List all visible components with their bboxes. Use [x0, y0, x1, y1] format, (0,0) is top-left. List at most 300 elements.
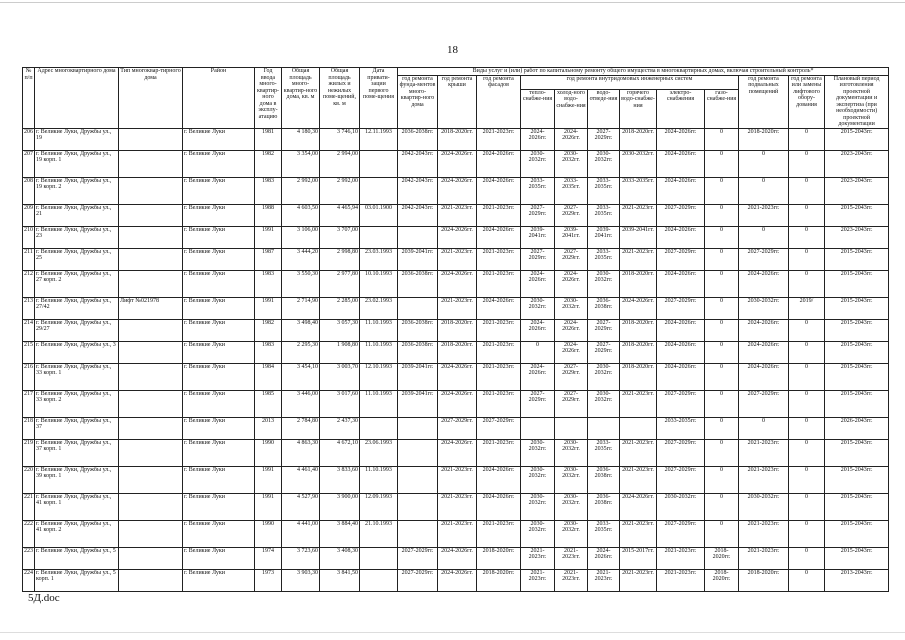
cell-plan-period: 2015-2043гг. [825, 439, 889, 466]
cell-sewer-year: 2033-2035гг. [588, 439, 620, 466]
cell-sewer-year: 2027-2029гг. [588, 128, 620, 150]
cell-sewer-year: 2033-2035гг. [588, 204, 620, 226]
cell-address: г. Великие Луки, Дружбы ул., 19 корп. 1 [35, 150, 119, 177]
cell-privatization-date: 12.11.1993 [360, 128, 398, 150]
cell-address: г. Великие Луки, Дружбы ул., 5 корп. 1 [35, 569, 119, 591]
cell-elevator-year: 0 [789, 270, 825, 297]
cell-house-type [119, 150, 183, 177]
cell-district: г. Великие Луки [183, 569, 255, 591]
cell-address: г. Великие Луки, Дружбы ул., 27 корп. 2 [35, 270, 119, 297]
cell-year-built: 1983 [255, 177, 282, 204]
cell-total-area: 4 527,90 [282, 493, 320, 520]
cell-hot-water-year: 2021-2023гг. [620, 439, 657, 466]
cell-total-area: 3 498,40 [282, 319, 320, 341]
cell-district: г. Великие Луки [183, 390, 255, 417]
cell-basement-year: 0 [739, 177, 789, 204]
cell-row-number: 219 [23, 439, 35, 466]
cell-plan-period: 2015-2043гг. [825, 248, 889, 270]
table-row [23, 270, 889, 297]
cell-plan-period: 2015-2043гг. [825, 128, 889, 150]
cell-row-number: 207 [23, 150, 35, 177]
cell-facade-year: 2024-2026гг. [477, 177, 521, 204]
cell-electric-year: 2027-2029гг. [657, 439, 705, 466]
col-district: Район [183, 68, 255, 129]
cell-roof-year: 2021-2023гг. [438, 204, 477, 226]
cell-district: г. Великие Луки [183, 493, 255, 520]
cell-plan-period: 2015-2043гг. [825, 270, 889, 297]
cell-elevator-year: 0 [789, 248, 825, 270]
cell-heat-year: 2024-2026гг. [521, 128, 555, 150]
cell-roof-year: 2021-2023гг. [438, 466, 477, 493]
col-sewer: водо-отведе-ния [588, 89, 620, 128]
cell-row-number: 222 [23, 520, 35, 547]
cell-facade-year: 2024-2026гг. [477, 150, 521, 177]
cell-gas-year: 0 [705, 439, 739, 466]
cell-hot-water-year: 2018-2020гг. [620, 128, 657, 150]
table-row [23, 341, 889, 363]
col-plan: Плановый период изготовления проектной документации и экспертиза (при необходимости) проектной документации [825, 75, 889, 128]
cell-address: г. Великие Луки, Дружбы ул., 37 корп. 1 [35, 439, 119, 466]
col-living-area: Общая площадь жилых и нежилых поме-щений, кв. м [320, 68, 360, 129]
cell-hot-water-year: 2021-2023гг. [620, 204, 657, 226]
cell-foundation-year: 2042-2043гг. [398, 177, 438, 204]
cell-district: г. Великие Луки [183, 520, 255, 547]
cell-plan-period: 2015-2043гг. [825, 547, 889, 569]
cell-foundation-year: 2039-2041гг. [398, 248, 438, 270]
cell-elevator-year: 0 [789, 363, 825, 390]
cell-heat-year: 2030-2032гг. [521, 297, 555, 319]
cell-year-built: 1983 [255, 341, 282, 363]
cell-privatization-date: 23.02.1993 [360, 297, 398, 319]
cell-sewer-year: 2027-2029гг. [588, 341, 620, 363]
cell-roof-year: 2024-2026гг. [438, 150, 477, 177]
cell-basement-year: 2027-2029гг. [739, 390, 789, 417]
cell-foundation-year: 2036-2038гг. [398, 341, 438, 363]
cell-living-area: 2 998,80 [320, 248, 360, 270]
cell-foundation-year [398, 520, 438, 547]
cell-roof-year: 2021-2023гг. [438, 248, 477, 270]
table-body [23, 128, 889, 591]
cell-privatization-date [360, 547, 398, 569]
cell-district: г. Великие Луки [183, 439, 255, 466]
cell-plan-period: 2015-2043гг. [825, 390, 889, 417]
cell-plan-period: 2015-2043гг. [825, 493, 889, 520]
cell-hot-water-year: 2021-2023гг. [620, 390, 657, 417]
cell-electric-year: 2024-2026гг. [657, 177, 705, 204]
col-foundation: год ремонта фунда-ментов много-квартир-ного дома [398, 75, 438, 128]
table-row [23, 569, 889, 591]
cell-row-number: 210 [23, 226, 35, 248]
cell-facade-year: 2021-2023гг. [477, 128, 521, 150]
cell-row-number: 213 [23, 297, 35, 319]
cell-district: г. Великие Луки [183, 297, 255, 319]
cell-total-area: 3 550,30 [282, 270, 320, 297]
cell-roof-year: 2021-2023гг. [438, 297, 477, 319]
cell-total-area: 4 603,50 [282, 204, 320, 226]
cell-cold-water-year: 2021-2023гг. [555, 569, 588, 591]
cell-address: г. Великие Луки, Дружбы ул., 29/27 [35, 319, 119, 341]
cell-living-area: 3 746,10 [320, 128, 360, 150]
cell-elevator-year: 0 [789, 520, 825, 547]
cell-hot-water-year: 2039-2041гг. [620, 226, 657, 248]
table-row [23, 466, 889, 493]
cell-facade-year: 2018-2020гг. [477, 547, 521, 569]
cell-foundation-year [398, 466, 438, 493]
cell-total-area: 2 992,00 [282, 177, 320, 204]
cell-plan-period: 2023-2043гг. [825, 177, 889, 204]
cell-house-type [119, 177, 183, 204]
cell-year-built: 1981 [255, 128, 282, 150]
cell-heat-year: 2030-2032гг. [521, 150, 555, 177]
cell-hot-water-year: 2030-2032гг. [620, 150, 657, 177]
cell-district: г. Великие Луки [183, 270, 255, 297]
cell-gas-year: 0 [705, 150, 739, 177]
cell-total-area: 4 180,30 [282, 128, 320, 150]
cell-facade-year: 2027-2029гг. [477, 417, 521, 439]
cell-facade-year: 2021-2023гг. [477, 439, 521, 466]
cell-elevator-year: 0 [789, 204, 825, 226]
cell-year-built: 1973 [255, 569, 282, 591]
cell-district: г. Великие Луки [183, 226, 255, 248]
table-row [23, 248, 889, 270]
capital-repair-table [22, 67, 889, 592]
cell-plan-period: 2023-2043гг. [825, 226, 889, 248]
cell-living-area: 3 003,70 [320, 363, 360, 390]
cell-district: г. Великие Луки [183, 547, 255, 569]
cell-elevator-year: 0 [789, 493, 825, 520]
cell-privatization-date [360, 226, 398, 248]
cell-elevator-year: 0 [789, 341, 825, 363]
cell-basement-year: 2030-2032гг. [739, 297, 789, 319]
cell-roof-year: 2024-2026гг. [438, 439, 477, 466]
cell-year-built: 1990 [255, 439, 282, 466]
cell-foundation-year: 2027-2029гг. [398, 569, 438, 591]
cell-heat-year: 2021-2023гг. [521, 547, 555, 569]
cell-living-area: 2 992,00 [320, 177, 360, 204]
cell-roof-year: 2018-2020гг. [438, 341, 477, 363]
cell-facade-year: 2024-2026гг. [477, 493, 521, 520]
cell-total-area: 3 106,00 [282, 226, 320, 248]
col-total-area: Общая площадь много-квартир-ного дома, кв. м [282, 68, 320, 129]
cell-elevator-year: 0 [789, 128, 825, 150]
footer-filename: 5Д.doc [28, 592, 60, 604]
cell-cold-water-year: 2024-2026гг. [555, 128, 588, 150]
cell-living-area: 4 465,94 [320, 204, 360, 226]
cell-cold-water-year: 2030-2032гг. [555, 297, 588, 319]
col-privatization: Дата привати-зации первого поме-щения [360, 68, 398, 129]
cell-address: г. Великие Луки, Дружбы ул., 19 корп. 2 [35, 177, 119, 204]
col-electric: электро-снабжения [657, 89, 705, 128]
cell-sewer-year: 2021-2023гг. [588, 569, 620, 591]
col-heat: тепло-снабже-ния [521, 89, 555, 128]
cell-living-area: 4 672,10 [320, 439, 360, 466]
cell-gas-year: 0 [705, 417, 739, 439]
cell-basement-year: 0 [739, 226, 789, 248]
cell-house-type [119, 363, 183, 390]
cell-district: г. Великие Луки [183, 319, 255, 341]
cell-total-area: 2 295,30 [282, 341, 320, 363]
col-basement: год ремонта подвальных помещений [739, 75, 789, 128]
cell-basement-year: 2018-2020гг. [739, 128, 789, 150]
cell-privatization-date: 03.01.1900 [360, 204, 398, 226]
cell-address: г. Великие Луки, Дружбы ул., 21 [35, 204, 119, 226]
cell-district: г. Великие Луки [183, 341, 255, 363]
cell-address: г. Великие Луки, Дружбы ул., 5 [35, 547, 119, 569]
cell-foundation-year: 2027-2029гг. [398, 547, 438, 569]
cell-roof-year: 2024-2026гг. [438, 270, 477, 297]
cell-facade-year: 2021-2023гг. [477, 270, 521, 297]
cell-facade-year: 2021-2023гг. [477, 319, 521, 341]
cell-hot-water-year: 2021-2023гг. [620, 466, 657, 493]
cell-sewer-year: 2030-2032гг. [588, 390, 620, 417]
cell-elevator-year: 0 [789, 439, 825, 466]
cell-basement-year: 2021-2023гг. [739, 439, 789, 466]
cell-year-built: 1988 [255, 204, 282, 226]
cell-cold-water-year: 2039-2041гг. [555, 226, 588, 248]
cell-sewer-year: 2033-2035гг. [588, 520, 620, 547]
cell-foundation-year: 2036-2038гг. [398, 270, 438, 297]
cell-privatization-date: 11.10.1993 [360, 341, 398, 363]
cell-row-number: 208 [23, 177, 35, 204]
cell-facade-year: 2024-2026гг. [477, 226, 521, 248]
cell-row-number: 217 [23, 390, 35, 417]
cell-cold-water-year: 2033-2035гг. [555, 177, 588, 204]
col-address: Адрес многоквартирного дома [35, 68, 119, 129]
cell-heat-year: 2024-2026гг. [521, 363, 555, 390]
cell-privatization-date [360, 150, 398, 177]
cell-gas-year: 0 [705, 248, 739, 270]
cell-row-number: 221 [23, 493, 35, 520]
col-facade: год ремонта фасадов [477, 75, 521, 128]
cell-living-area: 3 057,30 [320, 319, 360, 341]
cell-living-area: 1 908,80 [320, 341, 360, 363]
cell-row-number: 211 [23, 248, 35, 270]
cell-plan-period: 2015-2043гг. [825, 520, 889, 547]
cell-roof-year: 2024-2026гг. [438, 569, 477, 591]
cell-year-built: 1984 [255, 363, 282, 390]
table-row [23, 390, 889, 417]
cell-address: г. Великие Луки, Дружбы ул., 33 корп. 2 [35, 390, 119, 417]
cell-privatization-date: 21.10.1993 [360, 520, 398, 547]
cell-cold-water-year: 2030-2032гг. [555, 520, 588, 547]
cell-foundation-year [398, 417, 438, 439]
cell-electric-year: 2024-2026гг. [657, 226, 705, 248]
cell-basement-year: 2021-2023гг. [739, 520, 789, 547]
cell-hot-water-year: 2021-2023гг. [620, 569, 657, 591]
col-systems-title: год ремонта внутридомовых инженерных систем [521, 75, 739, 89]
cell-year-built: 1991 [255, 226, 282, 248]
cell-district: г. Великие Луки [183, 204, 255, 226]
cell-electric-year: 2021-2023гг. [657, 547, 705, 569]
cell-gas-year: 2018-2020гг. [705, 569, 739, 591]
cell-privatization-date: 12.09.1993 [360, 493, 398, 520]
cell-elevator-year: 0 [789, 569, 825, 591]
cell-cold-water-year: 2027-2029гг. [555, 248, 588, 270]
cell-living-area: 3 841,50 [320, 569, 360, 591]
cell-house-type [119, 569, 183, 591]
cell-privatization-date: 11.10.1993 [360, 466, 398, 493]
cell-year-built: 1991 [255, 297, 282, 319]
cell-hot-water-year: 2018-2020гг. [620, 341, 657, 363]
cell-facade-year: 2024-2026гг. [477, 466, 521, 493]
cell-address: г. Великие Луки, Дружбы ул., 41 корп. 2 [35, 520, 119, 547]
scan-edge-top [0, 2, 905, 3]
col-year-built: Год ввода много-квартир-ного дома в эксплу-атацию [255, 68, 282, 129]
cell-gas-year: 0 [705, 466, 739, 493]
cell-gas-year: 0 [705, 128, 739, 150]
cell-house-type [119, 248, 183, 270]
cell-facade-year: 2021-2023гг. [477, 341, 521, 363]
cell-year-built: 1985 [255, 390, 282, 417]
cell-gas-year: 0 [705, 341, 739, 363]
cell-facade-year: 2021-2023гг. [477, 390, 521, 417]
col-num: № п/п [23, 68, 35, 129]
cell-heat-year: 2039-2041гг. [521, 226, 555, 248]
cell-house-type [119, 520, 183, 547]
cell-district: г. Великие Луки [183, 248, 255, 270]
cell-foundation-year [398, 226, 438, 248]
cell-total-area: 4 441,00 [282, 520, 320, 547]
cell-hot-water-year: 2015-2017гг. [620, 547, 657, 569]
cell-roof-year: 2024-2026гг. [438, 363, 477, 390]
cell-year-built: 1982 [255, 150, 282, 177]
cell-basement-year: 2024-2026гг. [739, 341, 789, 363]
cell-address: г. Великие Луки, Дружбы ул., 19 [35, 128, 119, 150]
cell-cold-water-year: 2027-2029гг. [555, 204, 588, 226]
cell-privatization-date: 23.06.1993 [360, 439, 398, 466]
cell-facade-year: 2024-2026гг. [477, 297, 521, 319]
cell-heat-year: 2027-2029гг. [521, 204, 555, 226]
cell-roof-year: 2018-2020гг. [438, 319, 477, 341]
cell-district: г. Великие Луки [183, 150, 255, 177]
table-row [23, 204, 889, 226]
cell-hot-water-year: 2021-2023гг. [620, 248, 657, 270]
cell-electric-year: 2027-2029гг. [657, 297, 705, 319]
cell-hot-water-year: 2018-2020гг. [620, 319, 657, 341]
cell-electric-year: 2024-2026гг. [657, 128, 705, 150]
cell-district: г. Великие Луки [183, 177, 255, 204]
cell-electric-year: 2033-2035гг. [657, 417, 705, 439]
cell-gas-year: 0 [705, 270, 739, 297]
cell-heat-year: 0 [521, 341, 555, 363]
cell-hot-water-year [620, 417, 657, 439]
cell-sewer-year: 2030-2032гг. [588, 150, 620, 177]
cell-roof-year: 2024-2026гг. [438, 390, 477, 417]
cell-roof-year: 2024-2026гг. [438, 226, 477, 248]
cell-privatization-date: 11.10.1993 [360, 319, 398, 341]
cell-heat-year: 2030-2032гг. [521, 439, 555, 466]
cell-facade-year: 2021-2023гг. [477, 520, 521, 547]
cell-address: г. Великие Луки, Дружбы ул., 3 [35, 341, 119, 363]
cell-total-area: 3 446,00 [282, 390, 320, 417]
cell-hot-water-year: 2024-2026гг. [620, 297, 657, 319]
cell-gas-year: 0 [705, 493, 739, 520]
cell-house-type [119, 493, 183, 520]
cell-district: г. Великие Луки [183, 466, 255, 493]
scan-edge-bottom [0, 632, 905, 633]
cell-living-area: 2 285,00 [320, 297, 360, 319]
cell-basement-year: 2030-2032гг. [739, 493, 789, 520]
cell-elevator-year: 0 [789, 177, 825, 204]
cell-cold-water-year: 2027-2029гг. [555, 390, 588, 417]
cell-heat-year [521, 417, 555, 439]
cell-house-type [119, 270, 183, 297]
cell-foundation-year [398, 439, 438, 466]
cell-sewer-year: 2036-2038гг. [588, 297, 620, 319]
cell-privatization-date: 12.10.1993 [360, 363, 398, 390]
cell-foundation-year: 2042-2043гг. [398, 150, 438, 177]
cell-cold-water-year: 2030-2032гг. [555, 150, 588, 177]
cell-year-built: 1983 [255, 270, 282, 297]
cell-basement-year: 2027-2029гг. [739, 248, 789, 270]
cell-living-area: 3 017,60 [320, 390, 360, 417]
cell-living-area: 3 408,30 [320, 547, 360, 569]
cell-privatization-date: 10.10.1993 [360, 270, 398, 297]
cell-basement-year: 2021-2023гг. [739, 204, 789, 226]
table-row [23, 417, 889, 439]
cell-gas-year: 0 [705, 297, 739, 319]
cell-gas-year: 0 [705, 177, 739, 204]
cell-hot-water-year: 2021-2023гг. [620, 520, 657, 547]
cell-cold-water-year: 2030-2032гг. [555, 466, 588, 493]
cell-house-type [119, 319, 183, 341]
cell-elevator-year: 0 [789, 466, 825, 493]
cell-roof-year: 2021-2023гг. [438, 520, 477, 547]
cell-district: г. Великие Луки [183, 128, 255, 150]
cell-year-built: 1990 [255, 520, 282, 547]
cell-plan-period: 2023-2043гг. [825, 150, 889, 177]
cell-sewer-year [588, 417, 620, 439]
cell-gas-year: 0 [705, 204, 739, 226]
cell-electric-year: 2027-2029гг. [657, 520, 705, 547]
cell-cold-water-year: 2027-2029гг. [555, 363, 588, 390]
cell-electric-year: 2024-2026гг. [657, 319, 705, 341]
cell-row-number: 214 [23, 319, 35, 341]
cell-house-type [119, 128, 183, 150]
cell-plan-period: 2015-2043гг. [825, 297, 889, 319]
cell-total-area: 4 461,40 [282, 466, 320, 493]
cell-row-number: 223 [23, 547, 35, 569]
cell-total-area: 3 903,30 [282, 569, 320, 591]
cell-hot-water-year: 2033-2035гг. [620, 177, 657, 204]
cell-gas-year: 0 [705, 390, 739, 417]
cell-sewer-year: 2030-2032гг. [588, 270, 620, 297]
cell-living-area: 3 707,00 [320, 226, 360, 248]
cell-year-built: 1987 [255, 248, 282, 270]
cell-heat-year: 2024-2026гг. [521, 319, 555, 341]
cell-house-type [119, 341, 183, 363]
cell-house-type [119, 390, 183, 417]
cell-house-type [119, 417, 183, 439]
table-row [23, 363, 889, 390]
cell-basement-year: 2024-2026гг. [739, 319, 789, 341]
cell-sewer-year: 2033-2035гг. [588, 248, 620, 270]
cell-house-type [119, 547, 183, 569]
cell-row-number: 212 [23, 270, 35, 297]
cell-electric-year: 2030-2032гг. [657, 493, 705, 520]
cell-cold-water-year: 2024-2026гг. [555, 341, 588, 363]
cell-cold-water-year: 2030-2032гг. [555, 493, 588, 520]
cell-elevator-year: 0 [789, 226, 825, 248]
cell-address: г. Великие Луки, Дружбы ул., 25 [35, 248, 119, 270]
cell-cold-water-year: 2024-2026гг. [555, 270, 588, 297]
cell-gas-year: 0 [705, 363, 739, 390]
cell-privatization-date [360, 177, 398, 204]
cell-foundation-year: 2036-2038гг. [398, 319, 438, 341]
cell-total-area: 4 863,30 [282, 439, 320, 466]
cell-basement-year: 2021-2023гг. [739, 466, 789, 493]
cell-address: г. Великие Луки, Дружбы ул., 33 корп. 1 [35, 363, 119, 390]
